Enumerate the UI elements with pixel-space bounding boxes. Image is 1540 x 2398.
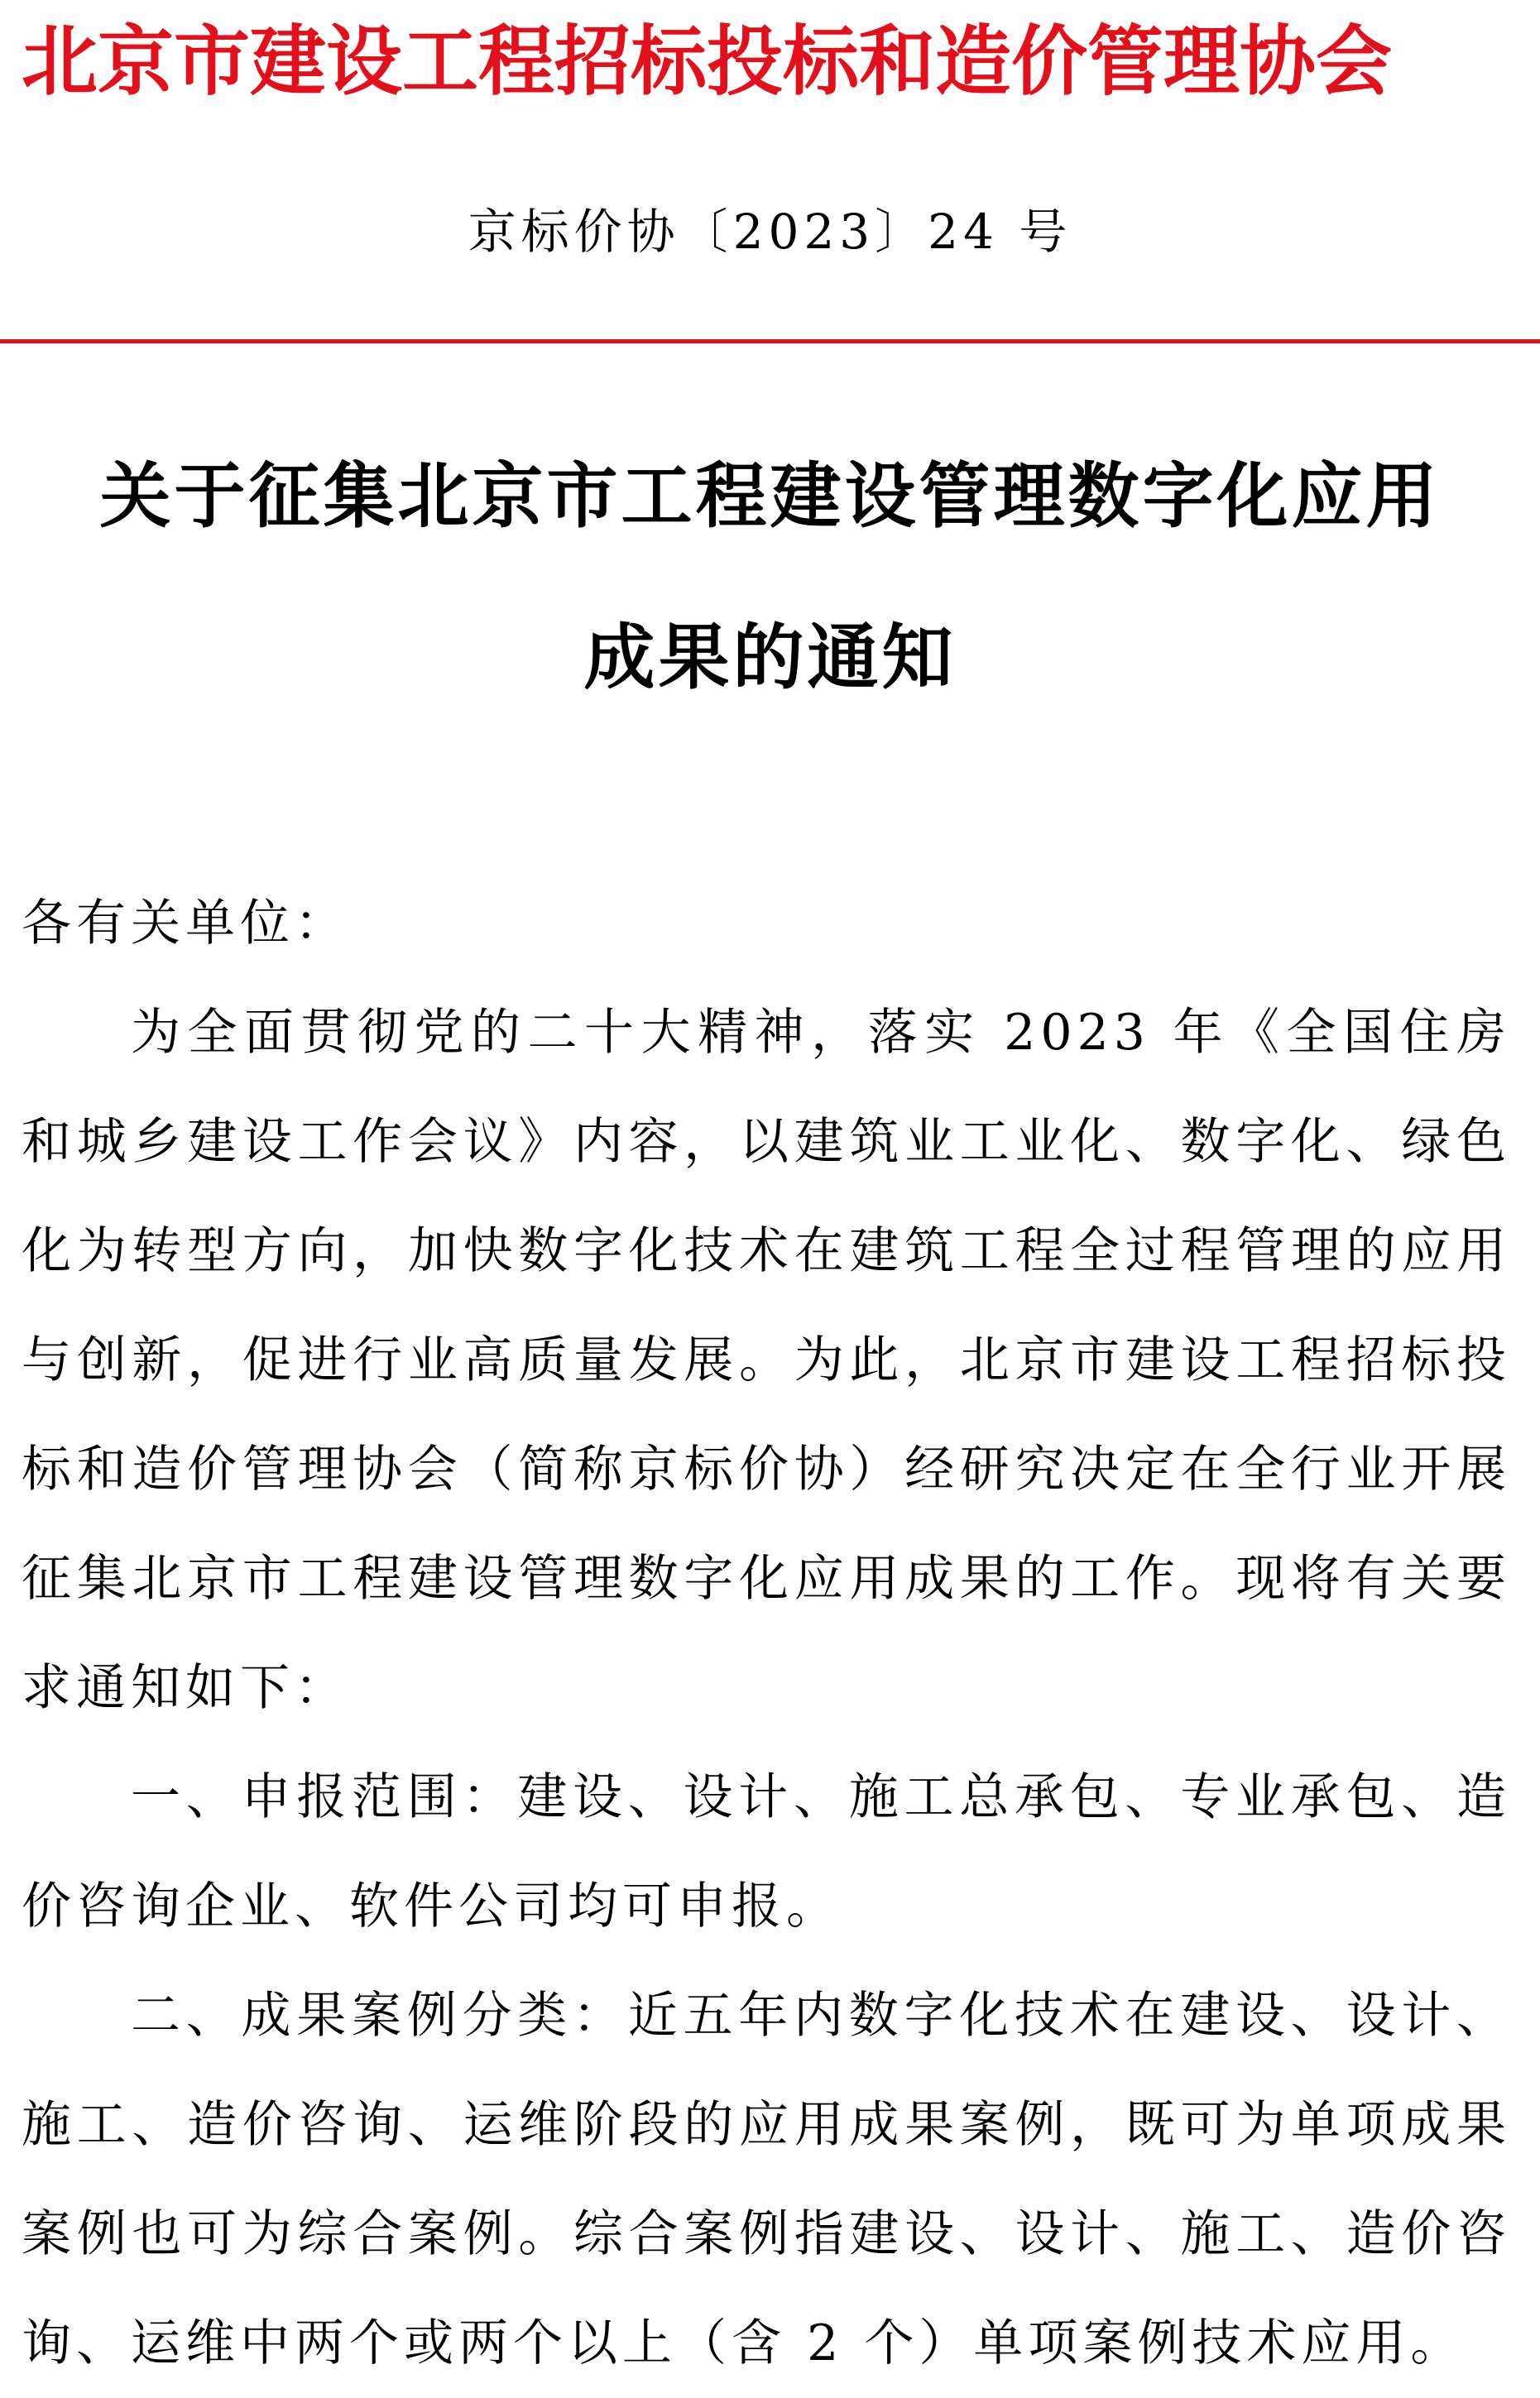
notice-body: [22, 869, 1511, 2398]
red-divider-line: [0, 339, 1540, 343]
salutation: 各有关单位：: [22, 894, 349, 952]
section-2-categories: 二、成果案例分类：近五年内数字化技术在建设、设计、施工、造价咨询、运维阶段的应用成果案例，既可为单项成果案例也可为综合案例。综合案例指建设、设计、施工、造价咨询、运维中两个或两个以上（含 2 个）单项案例技术应用。: [22, 1987, 1511, 2372]
notice-title-line-1: 关于征集北京市工程建设管理数字化应用: [99, 454, 1441, 538]
issuer-masthead: 北京市建设工程招标投标和造价管理协会: [22, 17, 1393, 106]
intro-paragraph: 为全面贯彻党的二十大精神，落实 2023 年《全国住房和城乡建设工作会议》内容，以建筑业工业化、数字化、绿色化为转型方向，加快数字化技术在建筑工程全过程管理的应用与创新，促进行业高质量发展。为此，北京市建设工程招标投标和造价管理协会（简称京标价协）经研究决定在全行业开展征集北京市工程建设管理数字化应用成果的工作。现将有关要求通知如下：: [22, 1004, 1511, 1717]
notice-title-line-2: 成果的通知: [583, 616, 957, 699]
section-1-scope: 一、申报范围：建设、设计、施工总承包、专业承包、造价咨询企业、软件公司均可申报。: [22, 1768, 1511, 1935]
document-number: 京标价协〔2023〕24 号: [468, 204, 1072, 260]
